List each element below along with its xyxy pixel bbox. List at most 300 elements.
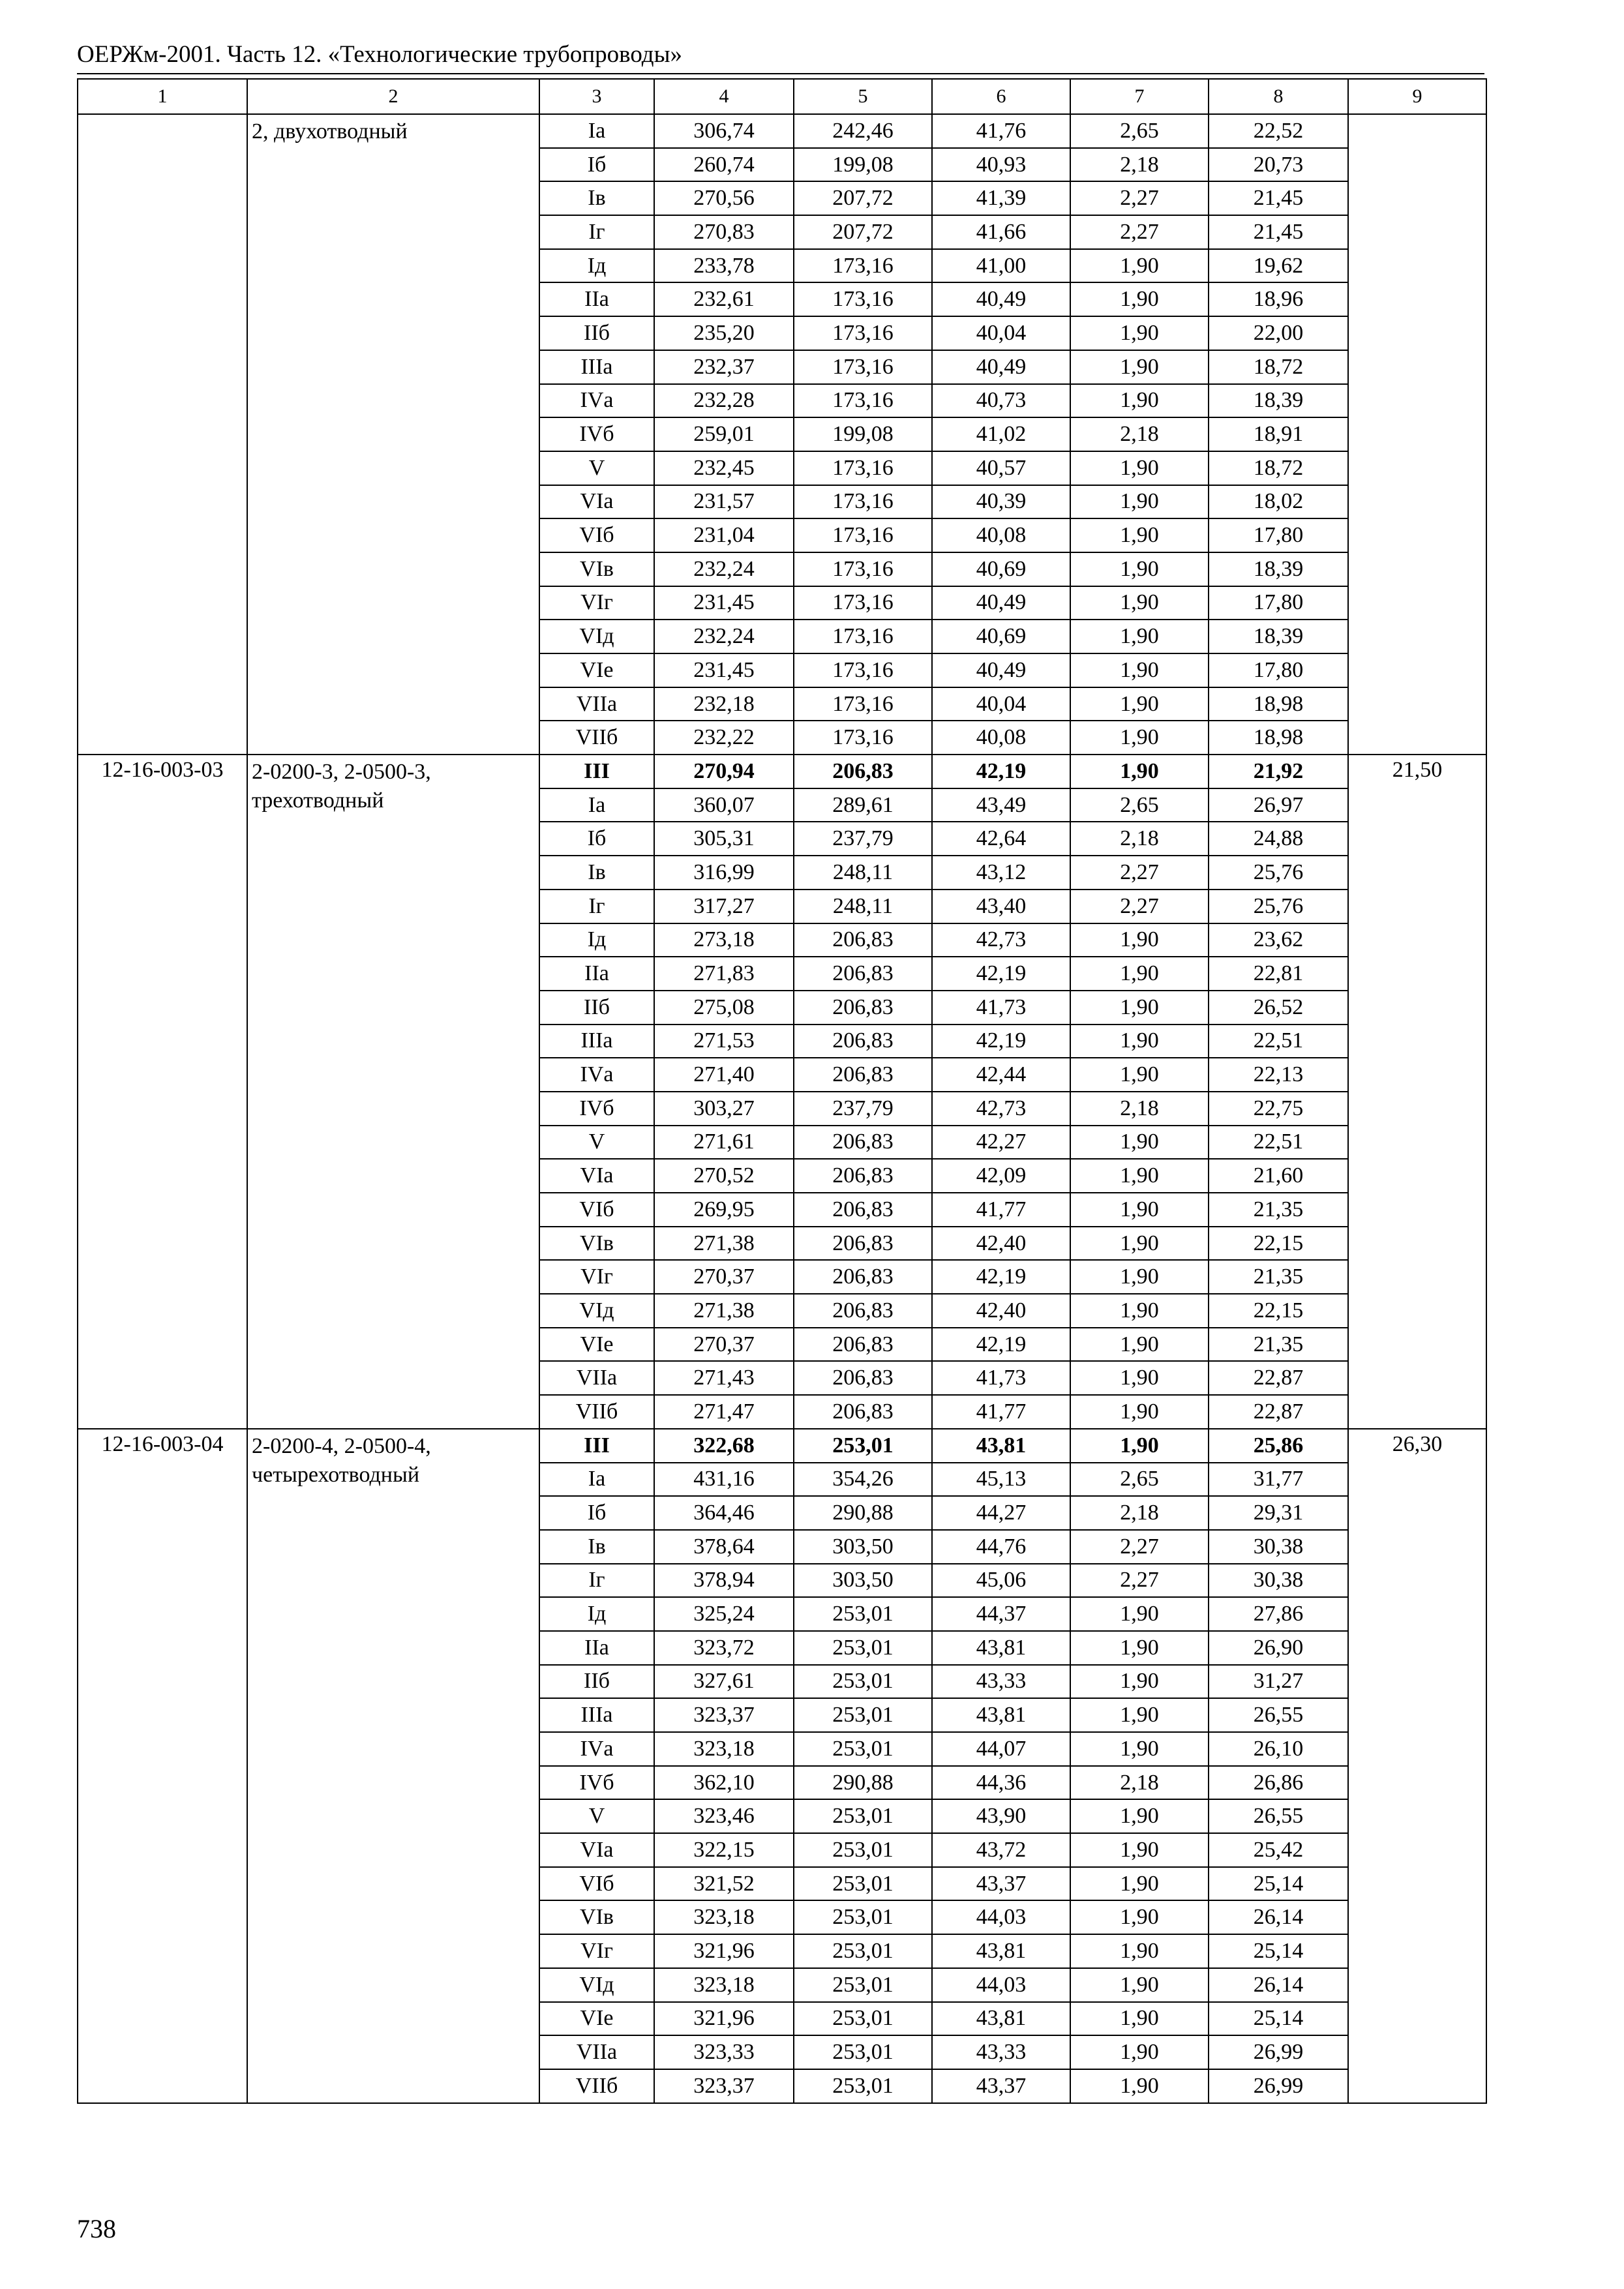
materials-cost-cell: 17,80 [1209, 586, 1348, 620]
machinist-cost-cell: 2,18 [1070, 822, 1209, 856]
column-number: 3 [539, 79, 654, 114]
column-number-row [78, 79, 1486, 114]
column-number: 4 [654, 79, 794, 114]
machine-cost-cell: 45,06 [932, 1564, 1070, 1598]
designation-cell: IIа [539, 957, 654, 991]
materials-cost-cell: 31,77 [1209, 1463, 1348, 1497]
machine-cost-cell: 40,57 [932, 451, 1070, 485]
designation-cell: VIа [539, 1833, 654, 1867]
machine-cost-cell: 40,49 [932, 653, 1070, 687]
machine-cost-cell: 41,73 [932, 1361, 1070, 1395]
machinist-cost-cell: 2,65 [1070, 1463, 1209, 1497]
machinist-cost-cell: 1,90 [1070, 1126, 1209, 1159]
machinist-cost-cell: 1,90 [1070, 653, 1209, 687]
machinist-cost-cell: 1,90 [1070, 1631, 1209, 1665]
materials-cost-cell: 30,38 [1209, 1564, 1348, 1598]
materials-cost-cell: 22,13 [1209, 1058, 1348, 1092]
cost-total-cell: 259,01 [654, 417, 794, 451]
designation-cell: VIIа [539, 687, 654, 721]
column-number: 8 [1209, 79, 1348, 114]
materials-cost-cell: 21,45 [1209, 215, 1348, 249]
machinist-cost-cell: 1,90 [1070, 451, 1209, 485]
materials-cost-cell: 22,15 [1209, 1294, 1348, 1328]
machinist-cost-cell: 1,90 [1070, 1395, 1209, 1429]
machinist-cost-cell: 2,27 [1070, 181, 1209, 215]
machine-cost-cell: 43,49 [932, 788, 1070, 822]
designation-cell: III [539, 1429, 654, 1463]
machine-cost-cell: 42,40 [932, 1294, 1070, 1328]
cost-total-cell: 260,74 [654, 148, 794, 182]
column-number: 7 [1070, 79, 1209, 114]
cost-total-cell: 232,45 [654, 451, 794, 485]
designation-cell: VIа [539, 485, 654, 519]
materials-cost-cell: 18,72 [1209, 451, 1348, 485]
materials-cost-cell: 21,35 [1209, 1328, 1348, 1362]
cost-total-cell: 271,38 [654, 1294, 794, 1328]
cost-total-cell: 232,28 [654, 384, 794, 418]
labor-cost-cell: 289,61 [794, 788, 932, 822]
machine-cost-cell: 42,40 [932, 1227, 1070, 1261]
cost-total-cell: 327,61 [654, 1665, 794, 1699]
materials-cost-cell: 18,96 [1209, 282, 1348, 316]
materials-cost-cell: 20,73 [1209, 148, 1348, 182]
table-row [78, 114, 1486, 148]
labor-cost-cell: 206,83 [794, 1260, 932, 1294]
machinist-cost-cell: 1,90 [1070, 249, 1209, 283]
machinist-cost-cell: 1,90 [1070, 1934, 1209, 1968]
designation-cell: VIб [539, 1193, 654, 1227]
labor-cost-cell: 248,11 [794, 856, 932, 890]
cost-total-cell: 232,22 [654, 721, 794, 755]
machine-cost-cell: 44,36 [932, 1766, 1070, 1800]
labor-cost-cell: 253,01 [794, 1665, 932, 1699]
designation-cell: IIб [539, 316, 654, 350]
machinist-cost-cell: 1,90 [1070, 1159, 1209, 1193]
materials-cost-cell: 18,39 [1209, 552, 1348, 586]
machine-cost-cell: 43,81 [932, 1631, 1070, 1665]
machine-cost-cell: 41,73 [932, 991, 1070, 1025]
machine-cost-cell: 44,76 [932, 1530, 1070, 1564]
machine-cost-cell: 42,73 [932, 1092, 1070, 1126]
designation-cell: IVа [539, 1058, 654, 1092]
designation-cell: VIв [539, 1227, 654, 1261]
rate-name-cell: 2-0200-3, 2-0500-3, трехотводный [247, 755, 539, 1429]
cost-total-cell: 271,83 [654, 957, 794, 991]
designation-cell: VIд [539, 1294, 654, 1328]
designation-cell: V [539, 451, 654, 485]
materials-cost-cell: 26,99 [1209, 2035, 1348, 2069]
materials-cost-cell: 18,91 [1209, 417, 1348, 451]
labor-cost-cell: 253,01 [794, 1732, 932, 1766]
materials-cost-cell: 27,86 [1209, 1597, 1348, 1631]
machinist-cost-cell: 1,90 [1070, 620, 1209, 653]
machinist-cost-cell: 1,90 [1070, 1799, 1209, 1833]
rate-code-cell: 12-16-003-03 [78, 755, 247, 1429]
cost-total-cell: 235,20 [654, 316, 794, 350]
labor-cost-cell: 206,83 [794, 957, 932, 991]
materials-cost-cell: 26,55 [1209, 1698, 1348, 1732]
materials-cost-cell: 25,76 [1209, 890, 1348, 923]
labor-cost-cell: 206,83 [794, 755, 932, 788]
machinist-cost-cell: 2,27 [1070, 890, 1209, 923]
machine-cost-cell: 43,90 [932, 1799, 1070, 1833]
machine-cost-cell: 40,04 [932, 316, 1070, 350]
designation-cell: VIг [539, 586, 654, 620]
designation-cell: VIIб [539, 2069, 654, 2103]
designation-cell: IVа [539, 1732, 654, 1766]
machine-cost-cell: 42,19 [932, 755, 1070, 788]
machinist-cost-cell: 2,27 [1070, 1530, 1209, 1564]
table-row [78, 755, 1486, 788]
machinist-cost-cell: 1,90 [1070, 687, 1209, 721]
machinist-cost-cell: 2,18 [1070, 1766, 1209, 1800]
materials-cost-cell: 26,86 [1209, 1766, 1348, 1800]
designation-cell: Iг [539, 215, 654, 249]
materials-cost-cell: 18,98 [1209, 687, 1348, 721]
labor-cost-cell: 206,83 [794, 991, 932, 1025]
cost-total-cell: 271,43 [654, 1361, 794, 1395]
machinist-cost-cell: 1,90 [1070, 1698, 1209, 1732]
machine-cost-cell: 43,72 [932, 1833, 1070, 1867]
labor-cost-cell: 207,72 [794, 215, 932, 249]
materials-cost-cell: 26,97 [1209, 788, 1348, 822]
cost-total-cell: 321,52 [654, 1867, 794, 1901]
machine-cost-cell: 43,37 [932, 2069, 1070, 2103]
labor-cost-cell: 248,11 [794, 890, 932, 923]
machine-cost-cell: 43,81 [932, 1934, 1070, 1968]
cost-total-cell: 232,61 [654, 282, 794, 316]
labor-cost-cell: 173,16 [794, 687, 932, 721]
materials-cost-cell: 22,15 [1209, 1227, 1348, 1261]
machinist-cost-cell: 1,90 [1070, 586, 1209, 620]
machinist-cost-cell: 2,27 [1070, 856, 1209, 890]
machinist-cost-cell: 1,90 [1070, 923, 1209, 957]
machinist-cost-cell: 2,27 [1070, 215, 1209, 249]
labor-cost-cell: 206,83 [794, 1395, 932, 1429]
cost-total-cell: 273,18 [654, 923, 794, 957]
machine-cost-cell: 40,49 [932, 586, 1070, 620]
materials-cost-cell: 19,62 [1209, 249, 1348, 283]
designation-cell: VIб [539, 518, 654, 552]
column-9-cell: 26,30 [1348, 1429, 1486, 2103]
machinist-cost-cell: 1,90 [1070, 1900, 1209, 1934]
machinist-cost-cell: 1,90 [1070, 1058, 1209, 1092]
column-number: 2 [247, 79, 539, 114]
materials-cost-cell: 25,76 [1209, 856, 1348, 890]
labor-cost-cell: 173,16 [794, 316, 932, 350]
labor-cost-cell: 206,83 [794, 923, 932, 957]
designation-cell: VIIб [539, 721, 654, 755]
machinist-cost-cell: 2,18 [1070, 148, 1209, 182]
materials-cost-cell: 25,14 [1209, 1934, 1348, 1968]
rates-table [77, 78, 1487, 2104]
designation-cell: Iб [539, 148, 654, 182]
materials-cost-cell: 18,39 [1209, 620, 1348, 653]
labor-cost-cell: 237,79 [794, 822, 932, 856]
labor-cost-cell: 354,26 [794, 1463, 932, 1497]
machinist-cost-cell: 1,90 [1070, 1260, 1209, 1294]
designation-cell: IVа [539, 384, 654, 418]
labor-cost-cell: 242,46 [794, 114, 932, 148]
machine-cost-cell: 42,09 [932, 1159, 1070, 1193]
labor-cost-cell: 173,16 [794, 350, 932, 384]
machine-cost-cell: 42,27 [932, 1126, 1070, 1159]
designation-cell: VIIб [539, 1395, 654, 1429]
designation-cell: Iа [539, 1463, 654, 1497]
materials-cost-cell: 26,14 [1209, 1900, 1348, 1934]
cost-total-cell: 378,64 [654, 1530, 794, 1564]
machine-cost-cell: 42,64 [932, 822, 1070, 856]
machine-cost-cell: 41,39 [932, 181, 1070, 215]
page-number: 738 [77, 2214, 116, 2243]
cost-total-cell: 323,37 [654, 1698, 794, 1732]
machinist-cost-cell: 1,90 [1070, 957, 1209, 991]
cost-total-cell: 323,18 [654, 1900, 794, 1934]
designation-cell: IVб [539, 417, 654, 451]
machine-cost-cell: 44,03 [932, 1968, 1070, 2002]
labor-cost-cell: 206,83 [794, 1328, 932, 1362]
cost-total-cell: 231,57 [654, 485, 794, 519]
labor-cost-cell: 253,01 [794, 2002, 932, 2036]
labor-cost-cell: 303,50 [794, 1530, 932, 1564]
machinist-cost-cell: 1,90 [1070, 1328, 1209, 1362]
cost-total-cell: 232,24 [654, 620, 794, 653]
cost-total-cell: 271,61 [654, 1126, 794, 1159]
designation-cell: VIв [539, 1900, 654, 1934]
machinist-cost-cell: 1,90 [1070, 2035, 1209, 2069]
machine-cost-cell: 43,33 [932, 1665, 1070, 1699]
designation-cell: Iв [539, 856, 654, 890]
materials-cost-cell: 25,14 [1209, 2002, 1348, 2036]
materials-cost-cell: 26,52 [1209, 991, 1348, 1025]
designation-cell: VIд [539, 1968, 654, 2002]
cost-total-cell: 231,45 [654, 586, 794, 620]
cost-total-cell: 362,10 [654, 1766, 794, 1800]
designation-cell: Iб [539, 1496, 654, 1530]
labor-cost-cell: 206,83 [794, 1294, 932, 1328]
rates-table-body [78, 79, 1486, 2103]
machine-cost-cell: 40,39 [932, 485, 1070, 519]
cost-total-cell: 431,16 [654, 1463, 794, 1497]
cost-total-cell: 270,83 [654, 215, 794, 249]
machinist-cost-cell: 1,90 [1070, 518, 1209, 552]
labor-cost-cell: 206,83 [794, 1058, 932, 1092]
machinist-cost-cell: 1,90 [1070, 316, 1209, 350]
materials-cost-cell: 30,38 [1209, 1530, 1348, 1564]
machine-cost-cell: 40,08 [932, 518, 1070, 552]
labor-cost-cell: 253,01 [794, 2035, 932, 2069]
materials-cost-cell: 17,80 [1209, 518, 1348, 552]
rate-name-cell: 2-0200-4, 2-0500-4, четырехотводный [247, 1429, 539, 2103]
labor-cost-cell: 237,79 [794, 1092, 932, 1126]
materials-cost-cell: 25,86 [1209, 1429, 1348, 1463]
machinist-cost-cell: 2,65 [1070, 114, 1209, 148]
materials-cost-cell: 31,27 [1209, 1665, 1348, 1699]
column-9-cell [1348, 114, 1486, 755]
materials-cost-cell: 21,92 [1209, 755, 1348, 788]
labor-cost-cell: 253,01 [794, 1867, 932, 1901]
machine-cost-cell: 40,08 [932, 721, 1070, 755]
machine-cost-cell: 44,37 [932, 1597, 1070, 1631]
cost-total-cell: 270,37 [654, 1260, 794, 1294]
designation-cell: IIIа [539, 350, 654, 384]
cost-total-cell: 232,18 [654, 687, 794, 721]
machinist-cost-cell: 2,27 [1070, 1564, 1209, 1598]
cost-total-cell: 270,56 [654, 181, 794, 215]
machinist-cost-cell: 1,90 [1070, 2069, 1209, 2103]
cost-total-cell: 232,37 [654, 350, 794, 384]
designation-cell: IIб [539, 1665, 654, 1699]
materials-cost-cell: 23,62 [1209, 923, 1348, 957]
designation-cell: Iд [539, 1597, 654, 1631]
labor-cost-cell: 290,88 [794, 1496, 932, 1530]
cost-total-cell: 323,46 [654, 1799, 794, 1833]
designation-cell: Iа [539, 114, 654, 148]
machinist-cost-cell: 1,90 [1070, 1361, 1209, 1395]
machinist-cost-cell: 2,65 [1070, 788, 1209, 822]
machine-cost-cell: 42,19 [932, 957, 1070, 991]
machine-cost-cell: 43,81 [932, 2002, 1070, 2036]
designation-cell: IIIа [539, 1698, 654, 1732]
labor-cost-cell: 253,01 [794, 1934, 932, 1968]
labor-cost-cell: 253,01 [794, 1429, 932, 1463]
designation-cell: IIа [539, 1631, 654, 1665]
cost-total-cell: 378,94 [654, 1564, 794, 1598]
cost-total-cell: 306,74 [654, 114, 794, 148]
machine-cost-cell: 43,12 [932, 856, 1070, 890]
machinist-cost-cell: 1,90 [1070, 1025, 1209, 1058]
designation-cell: VIе [539, 653, 654, 687]
cost-total-cell: 305,31 [654, 822, 794, 856]
materials-cost-cell: 25,14 [1209, 1867, 1348, 1901]
labor-cost-cell: 253,01 [794, 1631, 932, 1665]
machine-cost-cell: 40,49 [932, 350, 1070, 384]
machine-cost-cell: 41,76 [932, 114, 1070, 148]
labor-cost-cell: 253,01 [794, 1900, 932, 1934]
designation-cell: VIв [539, 552, 654, 586]
machine-cost-cell: 40,04 [932, 687, 1070, 721]
materials-cost-cell: 26,99 [1209, 2069, 1348, 2103]
labor-cost-cell: 173,16 [794, 721, 932, 755]
materials-cost-cell: 26,55 [1209, 1799, 1348, 1833]
cost-total-cell: 270,52 [654, 1159, 794, 1193]
machinist-cost-cell: 2,18 [1070, 1092, 1209, 1126]
machine-cost-cell: 40,69 [932, 620, 1070, 653]
machinist-cost-cell: 1,90 [1070, 1429, 1209, 1463]
labor-cost-cell: 173,16 [794, 653, 932, 687]
labor-cost-cell: 173,16 [794, 485, 932, 519]
materials-cost-cell: 18,39 [1209, 384, 1348, 418]
cost-total-cell: 231,04 [654, 518, 794, 552]
designation-cell: VIг [539, 1934, 654, 1968]
cost-total-cell: 233,78 [654, 249, 794, 283]
designation-cell: Iа [539, 788, 654, 822]
materials-cost-cell: 21,60 [1209, 1159, 1348, 1193]
designation-cell: Iд [539, 923, 654, 957]
materials-cost-cell: 22,87 [1209, 1395, 1348, 1429]
materials-cost-cell: 21,35 [1209, 1260, 1348, 1294]
machine-cost-cell: 44,27 [932, 1496, 1070, 1530]
cost-total-cell: 303,27 [654, 1092, 794, 1126]
machine-cost-cell: 43,37 [932, 1867, 1070, 1901]
cost-total-cell: 271,53 [654, 1025, 794, 1058]
materials-cost-cell: 18,02 [1209, 485, 1348, 519]
labor-cost-cell: 173,16 [794, 620, 932, 653]
machinist-cost-cell: 1,90 [1070, 384, 1209, 418]
labor-cost-cell: 206,83 [794, 1159, 932, 1193]
machine-cost-cell: 41,02 [932, 417, 1070, 451]
machine-cost-cell: 43,33 [932, 2035, 1070, 2069]
materials-cost-cell: 22,51 [1209, 1126, 1348, 1159]
machine-cost-cell: 44,03 [932, 1900, 1070, 1934]
machine-cost-cell: 40,73 [932, 384, 1070, 418]
machinist-cost-cell: 1,90 [1070, 2002, 1209, 2036]
machinist-cost-cell: 1,90 [1070, 1968, 1209, 2002]
cost-total-cell: 271,38 [654, 1227, 794, 1261]
materials-cost-cell: 29,31 [1209, 1496, 1348, 1530]
page-header-title: ОЕРЖм-2001. Часть 12. «Технологические трубопроводы» [77, 41, 682, 68]
machine-cost-cell: 43,81 [932, 1698, 1070, 1732]
labor-cost-cell: 173,16 [794, 384, 932, 418]
machine-cost-cell: 42,19 [932, 1260, 1070, 1294]
labor-cost-cell: 206,83 [794, 1193, 932, 1227]
labor-cost-cell: 199,08 [794, 417, 932, 451]
materials-cost-cell: 22,87 [1209, 1361, 1348, 1395]
labor-cost-cell: 206,83 [794, 1025, 932, 1058]
designation-cell: V [539, 1799, 654, 1833]
machinist-cost-cell: 1,90 [1070, 755, 1209, 788]
labor-cost-cell: 173,16 [794, 282, 932, 316]
designation-cell: Iв [539, 1530, 654, 1564]
labor-cost-cell: 253,01 [794, 1597, 932, 1631]
labor-cost-cell: 173,16 [794, 586, 932, 620]
machine-cost-cell: 40,49 [932, 282, 1070, 316]
designation-cell: VIд [539, 620, 654, 653]
cost-total-cell: 275,08 [654, 991, 794, 1025]
machinist-cost-cell: 1,90 [1070, 1227, 1209, 1261]
cost-total-cell: 269,95 [654, 1193, 794, 1227]
materials-cost-cell: 21,35 [1209, 1193, 1348, 1227]
machine-cost-cell: 41,00 [932, 249, 1070, 283]
designation-cell: Iв [539, 181, 654, 215]
cost-total-cell: 323,72 [654, 1631, 794, 1665]
designation-cell: VIе [539, 2002, 654, 2036]
labor-cost-cell: 206,83 [794, 1126, 932, 1159]
cost-total-cell: 231,45 [654, 653, 794, 687]
cost-total-cell: 323,33 [654, 2035, 794, 2069]
designation-cell: IIIа [539, 1025, 654, 1058]
materials-cost-cell: 21,45 [1209, 181, 1348, 215]
cost-total-cell: 323,37 [654, 2069, 794, 2103]
machinist-cost-cell: 1,90 [1070, 721, 1209, 755]
materials-cost-cell: 24,88 [1209, 822, 1348, 856]
labor-cost-cell: 207,72 [794, 181, 932, 215]
materials-cost-cell: 22,51 [1209, 1025, 1348, 1058]
machine-cost-cell: 40,69 [932, 552, 1070, 586]
designation-cell: Iд [539, 249, 654, 283]
designation-cell: IIа [539, 282, 654, 316]
cost-total-cell: 321,96 [654, 2002, 794, 2036]
labor-cost-cell: 253,01 [794, 1698, 932, 1732]
cost-total-cell: 322,15 [654, 1833, 794, 1867]
machinist-cost-cell: 1,90 [1070, 485, 1209, 519]
header-divider [77, 73, 1484, 74]
materials-cost-cell: 22,81 [1209, 957, 1348, 991]
cost-total-cell: 270,94 [654, 755, 794, 788]
machine-cost-cell: 40,93 [932, 148, 1070, 182]
machine-cost-cell: 42,44 [932, 1058, 1070, 1092]
labor-cost-cell: 173,16 [794, 552, 932, 586]
